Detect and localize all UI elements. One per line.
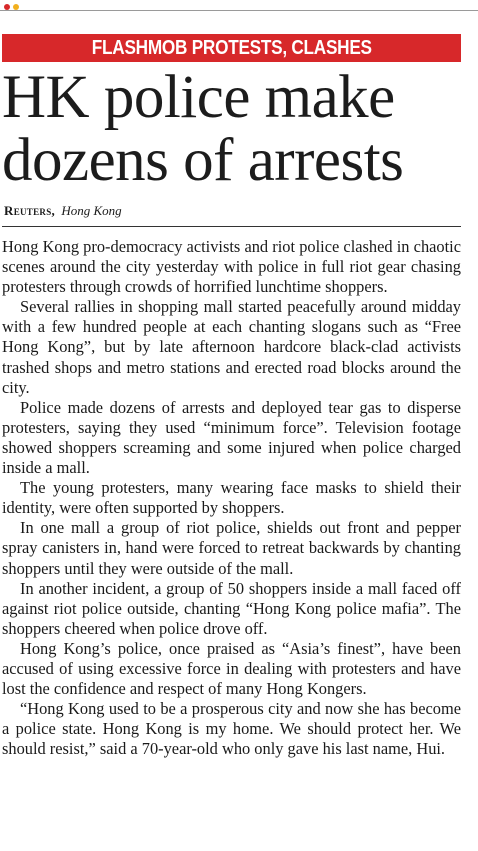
- article-paragraph: Several rallies in shopping mall started peacefully around midday with a few hundred people at each chanting slogans such as “Free Hong Kong”, but by late afternoon hardcore black-clad activists trashed shops and metro stations and erected road blocks around the city.: [2, 297, 461, 397]
- article-paragraph: Hong Kong pro-democracy activists and riot police clashed in chaotic scenes around the city yesterday with police in full riot gear chasing protesters through crowds of horrified lunchtime shoppers.: [2, 237, 461, 297]
- masthead-dots: [4, 0, 22, 15]
- kicker-banner: [2, 34, 461, 62]
- headline-line-2: dozens of arrests: [2, 127, 404, 194]
- article-paragraph: “Hong Kong used to be a prosperous city and now she has become a police state. Hong Kong is my home. We should protect her. We should resist,” said a 70-year-old who only gave his last name, Hui.: [2, 699, 461, 759]
- byline: [4, 203, 122, 219]
- yellow-dot-icon: [13, 4, 19, 10]
- headline-line-1: HK police make: [2, 64, 395, 131]
- article-body: [2, 237, 461, 759]
- headline: [2, 66, 472, 192]
- byline-location: Hong Kong: [61, 203, 122, 218]
- article-paragraph: The young protesters, many wearing face masks to shield their identity, were often supported by shoppers.: [2, 478, 461, 518]
- article-paragraph: Police made dozens of arrests and deployed tear gas to disperse protesters, saying they used “minimum force”. Television footage showed shoppers screaming and some injured when police charged inside a mall.: [2, 397, 461, 478]
- byline-agency: Reuters,: [4, 203, 56, 218]
- page-header-strip: [0, 0, 478, 11]
- article-paragraph: In one mall a group of riot police, shields out front and pepper spray canisters in, hand were forced to retreat backwards by chanting shoppers until they were outside of the mall.: [2, 518, 461, 578]
- byline-divider: [2, 226, 461, 227]
- kicker-text: FLASHMOB PROTESTS, CLASHES: [91, 37, 372, 59]
- article-paragraph: In another incident, a group of 50 shoppers inside a mall faced off against riot police outside, chanting “Hong Kong police mafia”. The shoppers cheered when police drove off.: [2, 578, 461, 638]
- article-paragraph: Hong Kong’s police, once praised as “Asia’s finest”, have been accused of using excessive force in dealing with protesters and have lost the confidence and respect of many Hong Kongers.: [2, 638, 461, 699]
- red-dot-icon: [4, 4, 10, 10]
